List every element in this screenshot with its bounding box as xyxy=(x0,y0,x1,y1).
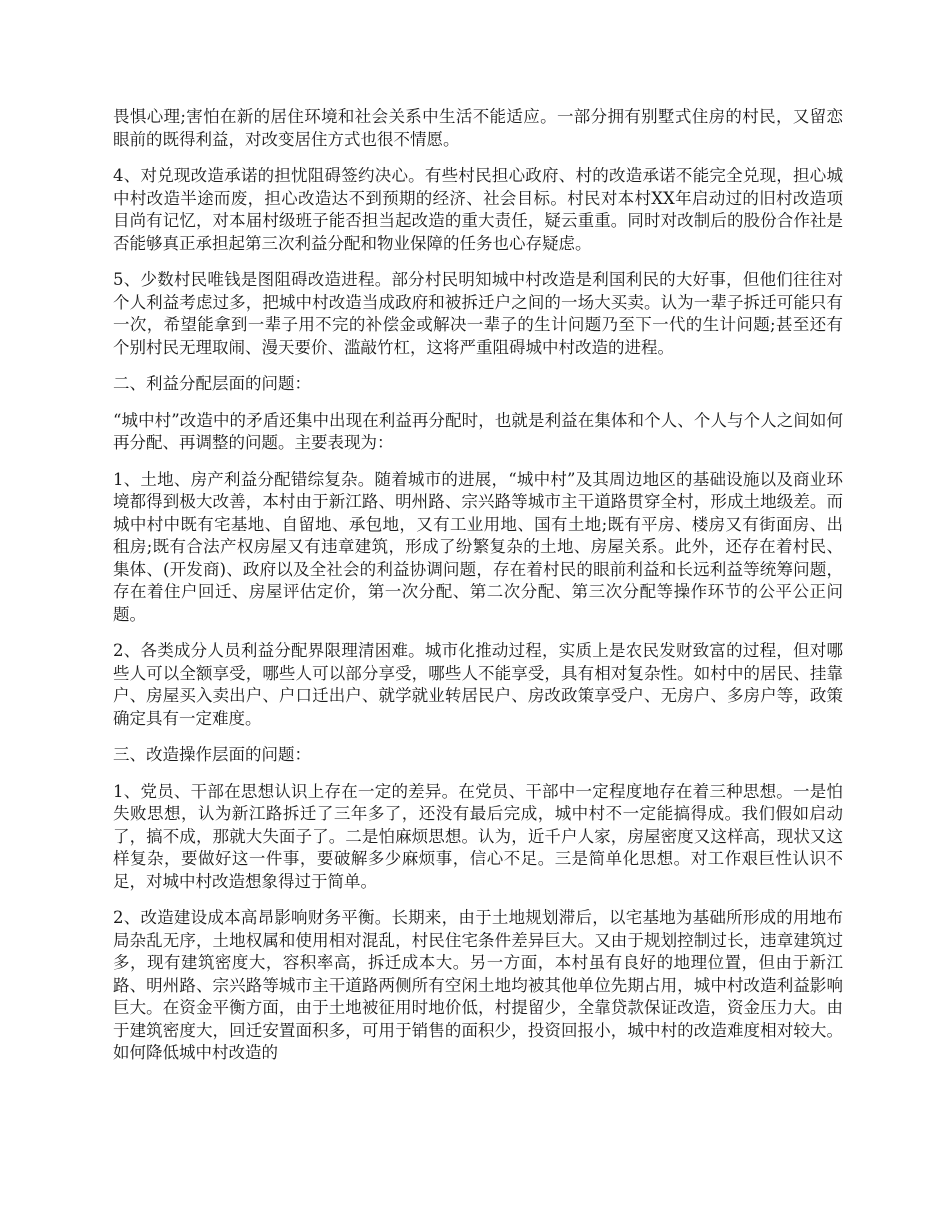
section-heading: 二、利益分配层面的问题： xyxy=(113,374,311,393)
paragraph: 畏惧心理;害怕在新的居住环境和社会关系中生活不能适应。一部分拥有别墅式住房的村民，又留恋眼前的既得利益，对改变居住方式也很不情愿。 xyxy=(113,107,843,149)
paragraph: 1、党员、干部在思想认识上存在一定的差异。在党员、干部中一定程度地存在着三种思想。一是怕失败思想，认为新江路拆迁了三年多了，还没有最后完成，城中村不一定能搞得成。我们假如启动了，搞不成，那就大失面子了。二是怕麻烦思想。认为，近千户人家，房屋密度又这样高，现状又这样复杂，要做好这一件事，要破解多少麻烦事，信心不足。三是简单化思想。对工作艰巨性认识不足，对城中村改造想象得过于简单。 xyxy=(113,781,843,891)
section-heading: 三、改造操作层面的问题： xyxy=(113,745,311,764)
document-body xyxy=(113,106,843,1079)
paragraph: 1、土地、房产利益分配错综复杂。随着城市的进展，“城中村”及其周边地区的基础设施以及商业环境都得到极大改善，本村由于新江路、明州路、宗兴路等城市主干道路贯穿全村，形成土地级差。而城中村中既有宅基地、自留地、承包地，又有工业用地、国有土地;既有平房、楼房又有街面房、出租房;既有合法产权房屋又有违章建筑，形成了纷繁复杂的土地、房屋关系。此外，还存在着村民、集体、(开发商)、政府以及全社会的利益协调问题，存在着村民的眼前利益和长远利益等统筹问题，存在着住户回迁、房屋评估定价，第一次分配、第二次分配、第三次分配等操作环节的公平公正问题。 xyxy=(113,469,843,624)
paragraph: 2、各类成分人员利益分配界限理清困难。城市化推动过程，实质上是农民发财致富的过程，但对哪些人可以全额享受，哪些人可以部分享受，哪些人不能享受，具有相对复杂性。如村中的居民、挂靠户、房屋买入卖出户、户口迁出户、就学就业转居民户、房改政策享受户、无房户、多房户等，政策确定具有一定难度。 xyxy=(113,641,843,728)
paragraph: 5、少数村民唯钱是图阻碍改造进程。部分村民明知城中村改造是利国利民的大好事，但他们往往对个人利益考虑过多，把城中村改造当成政府和被拆迁户之间的一场大买卖。认为一辈子拆迁可能只有一次，希望能拿到一辈子用不完的补偿金或解决一辈子的生计问题乃至下一代的生计问题;甚至还有个别村民无理取闹、漫天要价、滥敲竹杠，这将严重阻碍城中村改造的进程。 xyxy=(113,270,843,357)
paragraph: “城中村”改造中的矛盾还集中出现在利益再分配时，也就是利益在集体和个人、个人与个人之间如何再分配、再调整的问题。主要表现为： xyxy=(113,410,843,452)
paragraph: 2、改造建设成本高昂影响财务平衡。长期来，由于土地规划滞后，以宅基地为基础所形成的用地布局杂乱无序，土地权属和使用相对混乱，村民住宅条件差异巨大。又由于规划控制过长，违章建筑过多，现有建筑密度大，容积率高，拆迁成本大。另一方面，本村虽有良好的地理位置，但由于新江路、明州路、宗兴路等城市主干道路两侧所有空闲土地均被其他单位先期占用，城中村改造利益影响巨大。在资金平衡方面，由于土地被征用时地价低，村提留少，全靠贷款保证改造，资金压力大。由于建筑密度大，回迁安置面积多，可用于销售的面积少，投资回报小，城中村的改造难度相对较大。如何降低城中村改造的 xyxy=(113,908,843,1062)
paragraph: 4、对兑现改造承诺的担忧阻碍签约决心。有些村民担心政府、村的改造承诺不能完全兑现，担心城中村改造半途而废，担心改造达不到预期的经济、社会目标。村民对本村XX年启动过的旧村改造项目尚有记忆，对本届村级班子能否担当起改造的重大责任，疑云重重。同时对改制后的股份合作社是否能够真正承担起第三次利益分配和物业保障的任务也心存疑虑。 xyxy=(113,166,843,253)
